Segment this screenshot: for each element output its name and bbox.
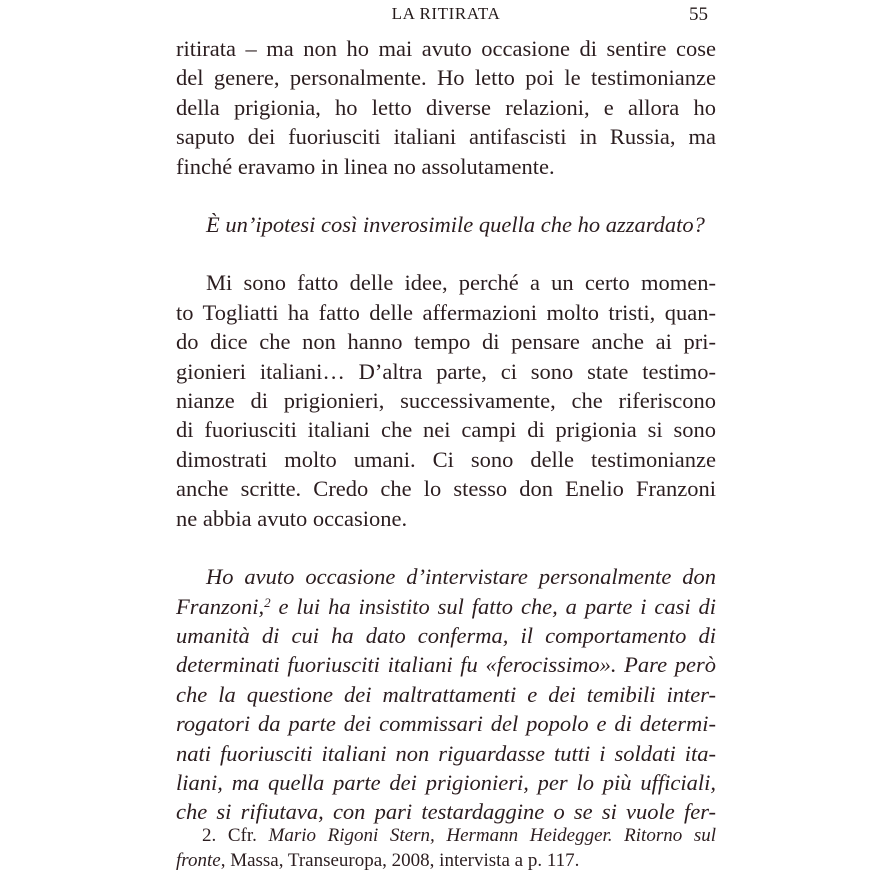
text-line: [176, 592, 716, 621]
text-line: ritirata – ma non ho mai avuto occasione di sentire cose: [176, 36, 716, 61]
text-line: gionieri italiani… D’altra parte, ci sono state testimo-: [176, 358, 716, 384]
text-line: nati fuoriusciti italiani non riguardasse tutti i soldati ita-: [176, 740, 716, 766]
text-fragment: Franzoni,: [176, 593, 265, 619]
footnote: [176, 824, 716, 873]
page-number: 55: [689, 4, 708, 25]
paragraph-gap: [176, 239, 716, 268]
interview-question-1: [176, 210, 716, 239]
running-title: LA RITIRATA: [391, 4, 501, 23]
text-line: della prigionia, ho letto diverse relazioni, e allora ho: [176, 94, 716, 120]
text-line: determinati fuoriusciti italiani fu «ferocissimo». Pare però: [176, 652, 716, 678]
text-line: liani, ma quella parte dei prigionieri, per lo più ufficiali,: [176, 769, 716, 795]
text-line: del genere, personalmente. Ho letto poi le testimonianze: [176, 65, 716, 91]
text-fragment: e lui ha insistito sul fatto che, a parte i casi di: [278, 593, 717, 619]
footnote-title-cont: fronte: [176, 849, 221, 871]
paragraph-1: [176, 34, 716, 181]
text-line: di fuoriusciti italiani che nei campi di prigionia si sono: [176, 417, 716, 443]
body-text: [176, 34, 716, 827]
footnote-title: Mario Rigoni Stern, Hermann Heidegger. Ritorno sul: [268, 825, 717, 846]
text-line: saputo dei fuoriusciti italiani antifascisti in Russia, ma: [176, 124, 716, 150]
interview-question-2: [176, 562, 716, 827]
text-line: Ho avuto occasione d’intervistare personalmente don: [206, 564, 716, 590]
text-line: anche scritte. Credo che lo stesso don Enelio Franzoni: [176, 476, 716, 502]
paragraph-gap: [176, 533, 716, 562]
paragraph-2: [176, 268, 716, 533]
text-line: ne abbia avuto occasione.: [176, 505, 408, 531]
paragraph-gap: [176, 181, 716, 210]
running-header: [176, 4, 716, 30]
text-line: nianze di prigionieri, successivamente, che riferiscono: [176, 388, 716, 414]
text-line: rogatori da parte dei commissari del popolo e di determi-: [176, 711, 716, 737]
text-line: che la questione dei maltrattamenti e dei temibili inter-: [176, 681, 716, 707]
text-line: do dice che non hanno tempo di pensare anche ai pri-: [176, 329, 716, 355]
text-line: to Togliatti ha fatto delle affermazioni molto tristi, quan-: [176, 299, 716, 325]
text-line: È un’ipotesi così inverosimile quella che ho azzardato?: [206, 212, 705, 238]
footnote-reference: 2: [264, 594, 271, 610]
text-line: finché eravamo in linea no assolutamente.: [176, 153, 555, 179]
text-line: dimostrati molto umani. Ci sono delle testimonianze: [176, 446, 716, 472]
footnote-line: [176, 824, 716, 849]
text-line: Mi sono fatto delle idee, perché a un certo momen-: [206, 270, 716, 296]
footnote-cfr: Cfr.: [227, 825, 257, 846]
footnote-citation: , Massa, Transeuropa, 2008, intervista a p. 117.: [220, 849, 580, 871]
footnote-number: 2.: [202, 825, 217, 846]
footnote-line: [176, 849, 716, 874]
text-line: che si rifiutava, con pari testardaggine o se si vuole fer-: [176, 799, 716, 825]
text-line: umanità di cui ha dato conferma, il comportamento di: [176, 622, 716, 648]
